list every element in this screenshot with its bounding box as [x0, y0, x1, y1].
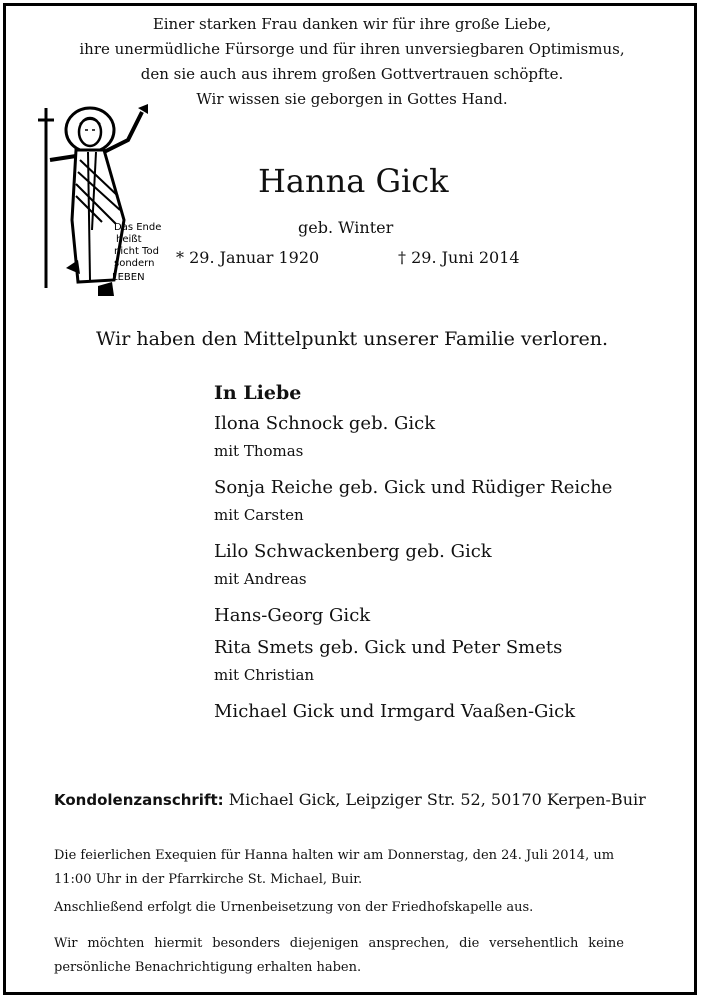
born-name: geb. Winter: [298, 218, 394, 237]
emblem-text: LEBEN: [112, 272, 145, 283]
intro-line: Einer starken Frau danken wir für ihre große Liebe,: [152, 15, 552, 33]
notification-notice: Wir möchten hiermit besonders diejenigen ansprechen, die versehentlich keine persönliche Benachrichtigung erhalten haben.: [54, 936, 624, 975]
mourner-name: Lilo Schwackenberg geb. Gick: [214, 541, 492, 562]
emblem-text: heißt: [116, 234, 142, 245]
mourner-name: Sonja Reiche geb. Gick und Rüdiger Reiche: [214, 477, 613, 498]
emblem-text: sondern: [114, 258, 155, 269]
condolence-address: [54, 790, 646, 809]
mourner-name: Hans-Georg Gick: [214, 605, 371, 626]
birth-date: * 29. Januar 1920: [176, 248, 320, 267]
emblem-text: nicht Tod: [114, 246, 159, 257]
mourner-entry: [214, 632, 612, 688]
intro-line: Wir wissen sie geborgen in Gottes Hand.: [196, 90, 508, 108]
deceased-name: Hanna Gick: [258, 162, 449, 200]
mourners-heading: In Liebe: [214, 382, 302, 404]
mourner-entry: [214, 696, 612, 728]
intro-line: ihre unermüdliche Fürsorge und für ihren unversiegbaren Optimismus,: [79, 40, 625, 58]
mourner-entry: [214, 536, 612, 592]
emblem-text: Das Ende: [114, 222, 162, 233]
mourners-list: [214, 378, 612, 728]
mourner-entry: [214, 408, 612, 464]
intro-line: den sie auch aus ihrem großen Gottvertrauen schöpfte.: [140, 65, 564, 83]
resurrected-christ-with-cross-icon: [32, 100, 162, 300]
mourner-name: Ilona Schnock geb. Gick: [214, 413, 436, 434]
mourner-name: Rita Smets geb. Gick und Peter Smets: [214, 637, 563, 658]
mourner-name: Michael Gick und Irmgard Vaaßen-Gick: [214, 701, 576, 722]
condolence-label: Kondolenzanschrift:: [54, 791, 224, 809]
mourner-with: mit Carsten: [214, 506, 304, 524]
intro-text: [0, 12, 704, 112]
mourner-with: mit Thomas: [214, 442, 304, 460]
mourner-with: mit Andreas: [214, 570, 307, 588]
mourner-entry: [214, 472, 612, 528]
death-date: † 29. Juni 2014: [398, 248, 520, 267]
mourner-with: mit Christian: [214, 666, 315, 684]
lead-sentence: Wir haben den Mittelpunkt unserer Familie verloren.: [95, 328, 609, 350]
service-notice: Die feierlichen Exequien für Hanna halten wir am Donnerstag, den 24. Juli 2014, um 11:00 Uhr in der Pfarrkirche St. Michael, Buir.: [54, 848, 615, 887]
burial-notice: Anschließend erfolgt die Urnenbeisetzung von der Friedhofskapelle aus.: [54, 900, 534, 915]
mourner-entry: [214, 600, 612, 632]
condolence-text: Michael Gick, Leipziger Str. 52, 50170 Kerpen-Buir: [228, 790, 646, 809]
